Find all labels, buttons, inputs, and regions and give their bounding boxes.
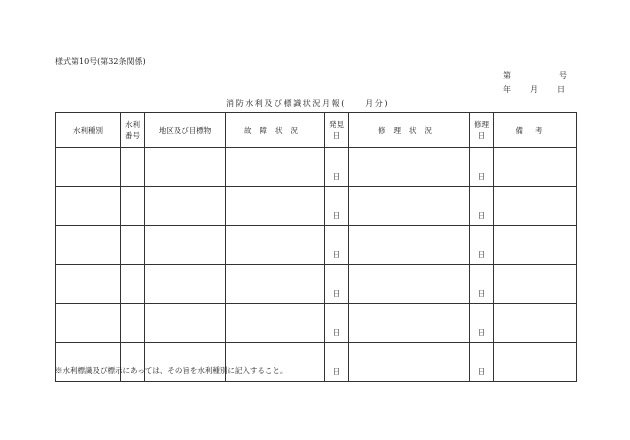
header-repair-status: 修理状況: [349, 113, 470, 148]
cell-repaired-day[interactable]: 日: [470, 304, 494, 343]
cell-found-day[interactable]: 日: [325, 226, 349, 265]
cell-area[interactable]: [145, 265, 226, 304]
cell-remarks[interactable]: [494, 304, 577, 343]
report-title: 消防水利及び標識状況月報( 月分): [226, 99, 390, 108]
cell-water-type[interactable]: [56, 187, 121, 226]
cell-found-day[interactable]: 日: [325, 343, 349, 382]
table-row: [56, 226, 577, 265]
cell-repaired-day[interactable]: 日: [470, 148, 494, 187]
cell-found-day[interactable]: 日: [325, 148, 349, 187]
cell-area[interactable]: [145, 148, 226, 187]
cell-area[interactable]: [145, 187, 226, 226]
cell-found-day[interactable]: 日: [325, 265, 349, 304]
cell-repaired-day[interactable]: 日: [470, 265, 494, 304]
cell-water-number[interactable]: [121, 148, 145, 187]
report-table: [55, 112, 577, 382]
cell-fault-status[interactable]: [226, 226, 325, 265]
cell-water-number[interactable]: [121, 304, 145, 343]
cell-water-number[interactable]: [121, 226, 145, 265]
cell-remarks[interactable]: [494, 265, 577, 304]
header-repaired-day: 修理 日: [470, 113, 494, 148]
header-water-type: 水利種別: [56, 113, 121, 148]
cell-found-day[interactable]: 日: [325, 187, 349, 226]
document-number: [503, 70, 567, 81]
date-month: 月: [530, 85, 538, 94]
header-water-number: 水利 番号: [121, 113, 145, 148]
cell-area[interactable]: [145, 304, 226, 343]
cell-repair-status[interactable]: [349, 148, 470, 187]
cell-water-type[interactable]: [56, 226, 121, 265]
table-row: [56, 148, 577, 187]
table-row: [56, 265, 577, 304]
document-number-suffix: 号: [559, 71, 567, 80]
cell-found-day[interactable]: 日: [325, 304, 349, 343]
header-remarks: 備考: [494, 113, 577, 148]
cell-repaired-day[interactable]: 日: [470, 187, 494, 226]
cell-remarks[interactable]: [494, 187, 577, 226]
cell-repair-status[interactable]: [349, 226, 470, 265]
cell-repair-status[interactable]: [349, 265, 470, 304]
cell-fault-status[interactable]: [226, 265, 325, 304]
date-year: 年: [503, 85, 511, 94]
document-date: [503, 84, 565, 95]
cell-repaired-day[interactable]: 日: [470, 226, 494, 265]
cell-repair-status[interactable]: [349, 304, 470, 343]
cell-water-type[interactable]: [56, 304, 121, 343]
cell-water-number[interactable]: [121, 187, 145, 226]
date-day: 日: [557, 85, 565, 94]
header-found-day: 発見 日: [325, 113, 349, 148]
form-number: 様式第10号(第32条関係): [55, 57, 146, 66]
table-header-row: [56, 113, 577, 148]
cell-water-number[interactable]: [121, 265, 145, 304]
cell-repaired-day[interactable]: 日: [470, 343, 494, 382]
table-row: [56, 187, 577, 226]
document-number-prefix: 第: [503, 71, 511, 80]
table-row: [56, 304, 577, 343]
cell-area[interactable]: [145, 226, 226, 265]
cell-remarks[interactable]: [494, 148, 577, 187]
cell-fault-status[interactable]: [226, 304, 325, 343]
cell-fault-status[interactable]: [226, 148, 325, 187]
cell-water-type[interactable]: [56, 148, 121, 187]
cell-water-type[interactable]: [56, 265, 121, 304]
cell-repair-status[interactable]: [349, 343, 470, 382]
cell-remarks[interactable]: [494, 226, 577, 265]
cell-repair-status[interactable]: [349, 187, 470, 226]
cell-fault-status[interactable]: [226, 187, 325, 226]
header-area: 地区及び目標物: [145, 113, 226, 148]
cell-remarks[interactable]: [494, 343, 577, 382]
footnote: ※水利標識及び標示にあっては、その旨を水利種別に記入すること。: [55, 366, 288, 375]
header-fault-status: 故障状況: [226, 113, 325, 148]
